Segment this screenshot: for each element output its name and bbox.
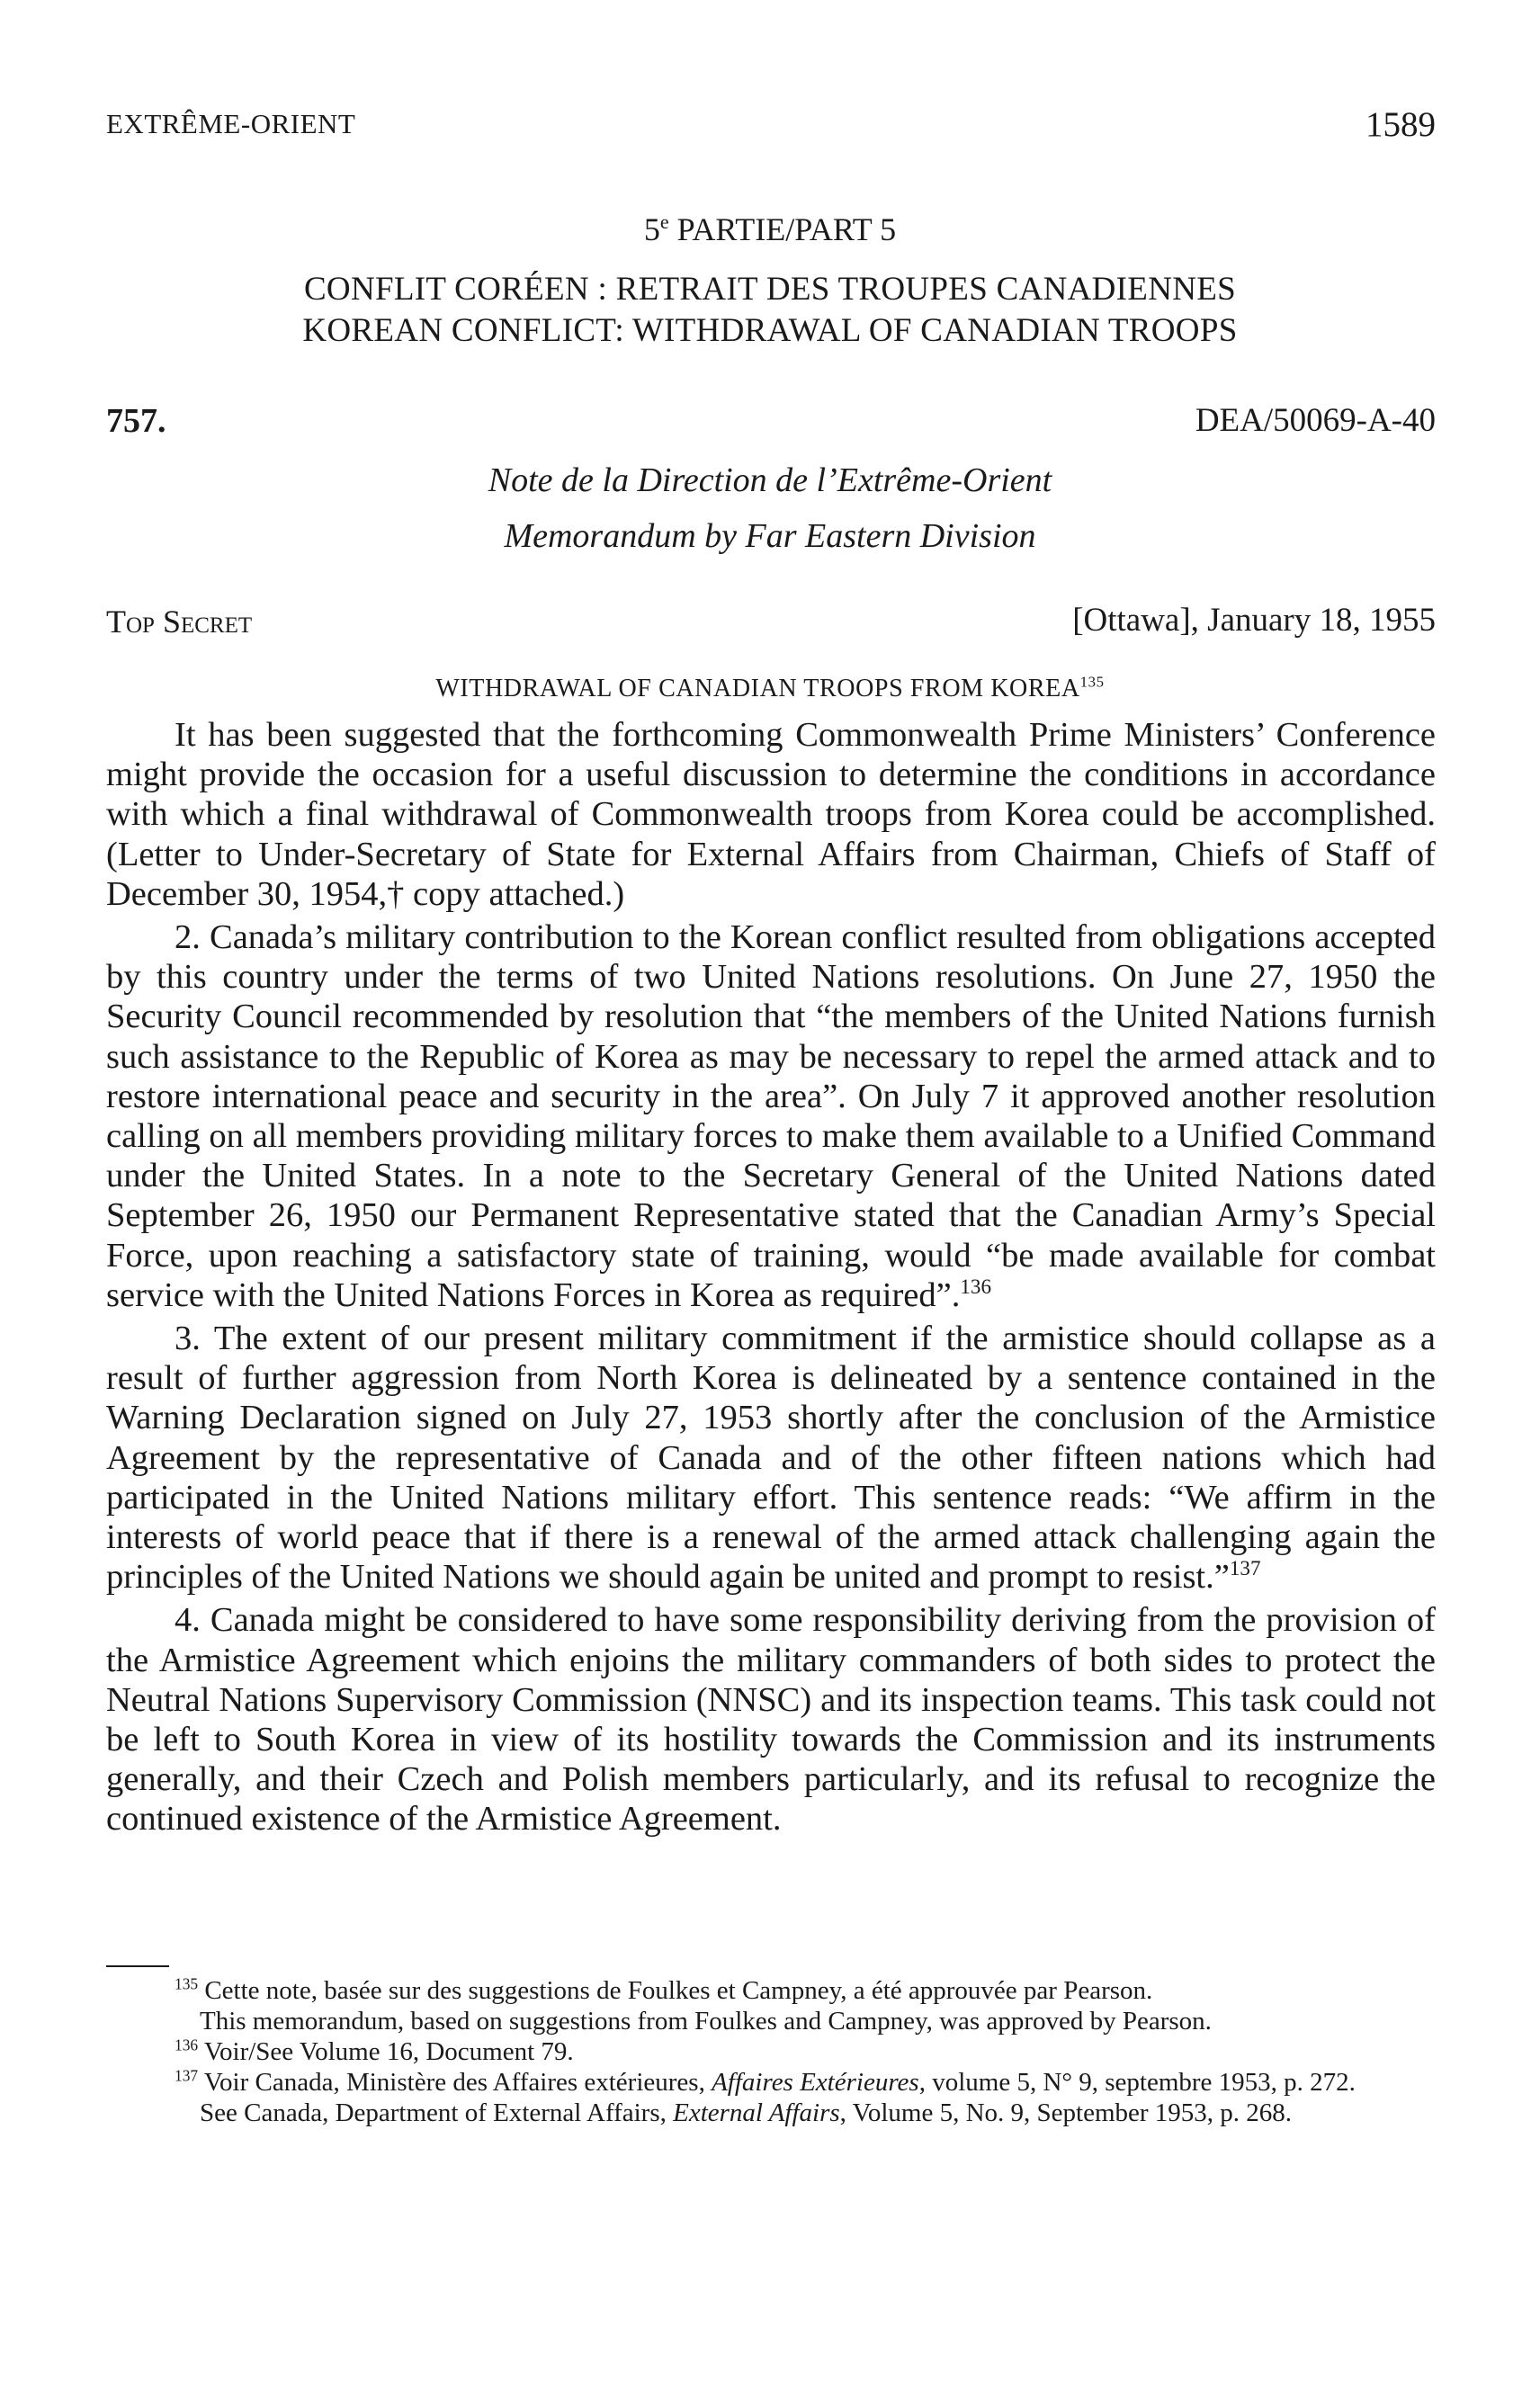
paragraph-4: 4. Canada might be considered to have some responsibility deriving from the provision of the Armistice Agreement which enjoins the military commanders of both sides to protect the Neutral Nations Supervisory Commission (NNSC) and its inspection teams. This task could not be left to South Korea in view of its hostility towards the Commission and its instruments generally, and their Czech and Polish members particularly, and its refusal to recognize the continued existence of the Armistice Agreement. xyxy=(106,1601,1436,1839)
footnotes xyxy=(106,1975,1436,2128)
memo-body xyxy=(106,715,1436,1839)
section-title-en: KOREAN CONFLICT: WITHDRAWAL OF CANADIAN TROOPS xyxy=(302,312,1238,349)
footnote-ref-136: 136 xyxy=(960,1275,992,1299)
paragraph-2: 2. Canada’s military contribution to the Korean conflict resulted from obligations accepted by this country under the terms of two United Nations resolutions. On June 27, 1950 the Security Council recommended by resolution that “the members of the United Nations furnish such assistance to the Republic of Korea as may be necessary to repel the armed attack and to restore international peace and security in the area”. On July 7 it approved another resolution calling on all members providing military forces to make them available to a Unified Command under the United States. In a note to the Secretary General of the United Nations dated September 26, 1950 our Permanent Representative stated that the Canadian Army’s Special Force, upon reaching a satisfactory state of training, would “be made available for combat service with the United Nations Forces in Korea as required”.$^{136}$ xyxy=(106,918,1436,1314)
file-reference: DEA/50069-A-40 xyxy=(1195,402,1436,439)
memo-title xyxy=(0,675,1540,703)
page-number: 1589 xyxy=(1365,105,1436,144)
part-number-suffix: e xyxy=(659,210,669,233)
footnote-ref-137: 137 xyxy=(1229,1556,1261,1580)
section-title-fr: CONFLIT CORÉEN : RETRAIT DES TROUPES CANADIENNES xyxy=(303,271,1237,308)
memo-title-text: WITHDRAWAL OF CANADIAN TROOPS FROM KOREA xyxy=(435,675,1080,702)
part-number: 5 xyxy=(643,211,660,247)
footnote-137-en: See Canada, Department of External Affairs, External Affairs, Volume 5, No. 9, September 1953, p. 268. xyxy=(200,2098,1293,2127)
running-head: EXTRÊME-ORIENT xyxy=(106,108,356,139)
heading-fr: Note de la Direction de l’Extrême-Orient xyxy=(488,461,1052,499)
footnote-137-fr: $^{137}$ Voir Canada, Ministère des Affaires extérieures, Affaires Extérieures, volume 5, N° 9, septembre 1953, p. 272. xyxy=(175,2066,1356,2097)
footnote-135-fr: $^{135}$ Cette note, basée sur des suggestions de Foulkes et Campney, a été approuvée par Pearson. xyxy=(175,1974,1153,2005)
classification: Top Secret xyxy=(106,604,253,640)
place-date: [Ottawa], January 18, 1955 xyxy=(1072,602,1436,639)
heading-en: Memorandum by Far Eastern Division xyxy=(504,517,1036,555)
part-label: PARTIE/PART 5 xyxy=(676,211,897,247)
footnote-ref-135: 135 xyxy=(1079,673,1105,691)
footnote-135-en: This memorandum, based on suggestions from Foulkes and Campney, was approved by Pearson. xyxy=(200,2007,1212,2036)
part-heading xyxy=(0,210,1540,248)
paragraph-3: 3. The extent of our present military commitment if the armistice should collapse as a result of further aggression from North Korea is delineated by a sentence contained in the Warning Declaration signed on July 27, 1953 shortly after the conclusion of the Armistice Agreement by the representative of Canada and of the other fifteen nations which had participated in the United Nations military effort. This sentence reads: “We affirm in the interests of world peace that if there is a renewal of the armed attack challenging again the principles of the United Nations we should again be united and prompt to resist.”$^{137}$ xyxy=(106,1320,1436,1597)
footnote-divider xyxy=(106,1965,169,1967)
footnote-136: $^{136}$ Voir/See Volume 16, Document 79. xyxy=(175,2036,574,2066)
paragraph-1: It has been suggested that the forthcoming Commonwealth Prime Ministers’ Conference might provide the occasion for a useful discussion to determine the conditions in accordance with which a final withdrawal of Commonwealth troops from Korea could be accomplished. (Letter to Under-Secretary of State for External Affairs from Chairman, Chiefs of Staff of December 30, 1954,† copy attached.) xyxy=(106,716,1436,913)
document-number: 757. xyxy=(106,402,166,440)
